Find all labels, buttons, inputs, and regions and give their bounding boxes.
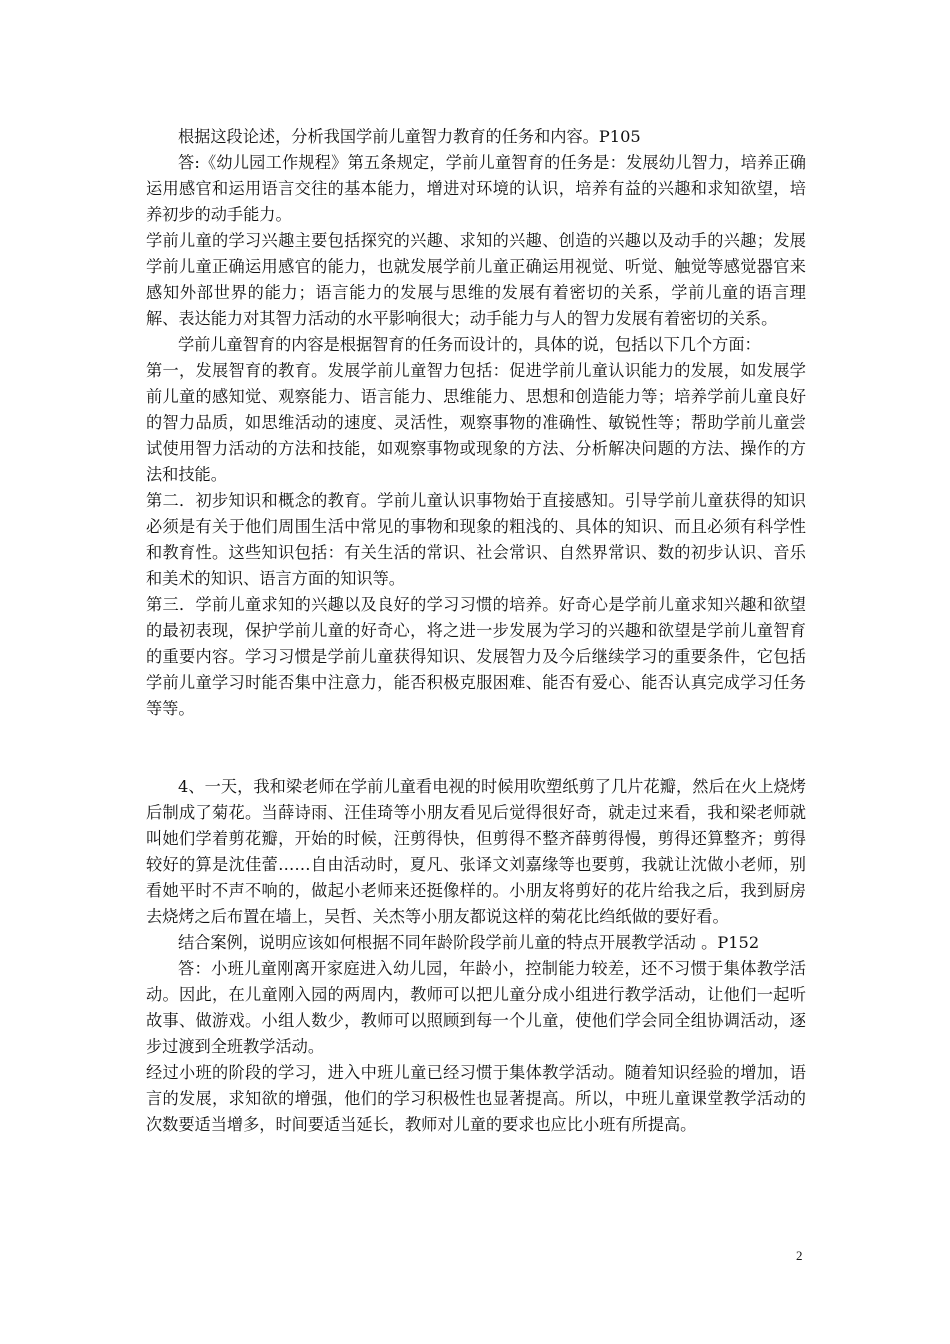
point-two-paragraph: 第二．初步知识和概念的教育。学前儿童认识事物始于直接感知。引导学前儿童获得的知识必须是有关于他们周围生活中常见的事物和现象的粗浅的、具体的知识、而且必须有科学性和教育性。这些知识包括：有关生活的常识、社会常识、自然界常识、数的初步认识、音乐和美术的知识、语言方面的知识等。 <box>146 491 806 588</box>
section-spacer <box>146 722 806 774</box>
case-study-paragraph: 4、一天，我和梁老师在学前儿童看电视的时候用吹塑纸剪了几片花瓣，然后在火上烧烤后制成了菊花。当薛诗雨、汪佳琦等小朋友看见后觉得很好奇，就走过来看，我和梁老师就叫她们学着剪花瓣，开始的时候，汪剪得快，但剪得不整齐薛剪得慢，剪得还算整齐；剪得较好的算是沈佳蕾……自由活动时，夏凡、张译文刘嘉缘等也要剪，我就让沈做小老师，别看她平时不声不响的，做起小老师来还挺像样的。小朋友将剪好的花片给我之后，我到厨房去烧烤之后布置在墙上，吴哲、关杰等小朋友都说这样的菊花比绉纸做的要好看。 <box>146 777 806 926</box>
point-one-paragraph: 第一，发展智育的教育。发展学前儿童智力包括：促进学前儿童认识能力的发展，如发展学前儿童的感知觉、观察能力、语言能力、思维能力、思想和创造能力等；培养学前儿童良好的智力品质，如思维活动的速度、灵活性，观察事物的准确性、敏锐性等；帮助学前儿童尝试使用智力活动的方法和技能，如观察事物或现象的方法、分析解决问题的方法、操作的方法和技能。 <box>146 361 806 484</box>
question-p105: 根据这段论述，分析我国学前儿童智力教育的任务和内容。P105 <box>178 127 641 146</box>
answer-intro-paragraph: 答:《幼儿园工作规程》第五条规定，学前儿童智育的任务是：发展幼儿智力，培养正确运用感官和运用语言交往的基本能力，增进对环境的认识，培养有益的兴趣和求知欲望，培养初步的动手能力。 <box>146 153 806 224</box>
document-body <box>146 124 806 1138</box>
answer-small-class-paragraph: 答：小班儿童刚离开家庭进入幼儿园，年龄小，控制能力较差，还不习惯于集体教学活动。因此，在儿童刚入园的两周内，教师可以把儿童分成小组进行教学活动，让他们一起听故事、做游戏。小组人数少，教师可以照顾到每一个儿童，使他们学会同全组协调活动，逐步过渡到全班教学活动。 <box>146 959 806 1056</box>
point-three-paragraph: 第三．学前儿童求知的兴趣以及良好的学习习惯的培养。好奇心是学前儿童求知兴趣和欲望的最初表现，保护学前儿童的好奇心，将之进一步发展为学习的兴趣和欲望是学前儿童智育的重要内容。学习习惯是学前儿童获得知识、发展智力及今后继续学习的重要条件，它包括学前儿童学习时能否集中注意力，能否积极克服困难、能否有爱心、能否认真完成学习任务等等。 <box>146 595 806 718</box>
learning-interest-paragraph: 学前儿童的学习兴趣主要包括探究的兴趣、求知的兴趣、创造的兴趣以及动手的兴趣；发展学前儿童正确运用感官的能力，也就发展学前儿童正确运用视觉、听觉、触觉等感觉器官来感知外部世界的能力；语言能力的发展与思维的发展有着密切的关系，学前儿童的语言理解、表达能力对其智力活动的水平影响很大；动手能力与人的智力发展有着密切的关系。 <box>146 231 806 328</box>
page-number: 2 <box>796 1248 803 1263</box>
question-p152: 结合案例，说明应该如何根据不同年龄阶段学前儿童的特点开展教学活动 。P152 <box>178 933 760 952</box>
content-intro-paragraph: 学前儿童智育的内容是根据智育的任务而设计的，具体的说，包括以下几个方面： <box>178 335 761 354</box>
answer-middle-class-paragraph: 经过小班的阶段的学习，进入中班儿童已经习惯于集体教学活动。随着知识经验的增加，语言的发展，求知欲的增强，他们的学习积极性也显著提高。所以，中班儿童课堂教学活动的次数要适当增多，时间要适当延长，教师对儿童的要求也应比小班有所提高。 <box>146 1063 806 1134</box>
